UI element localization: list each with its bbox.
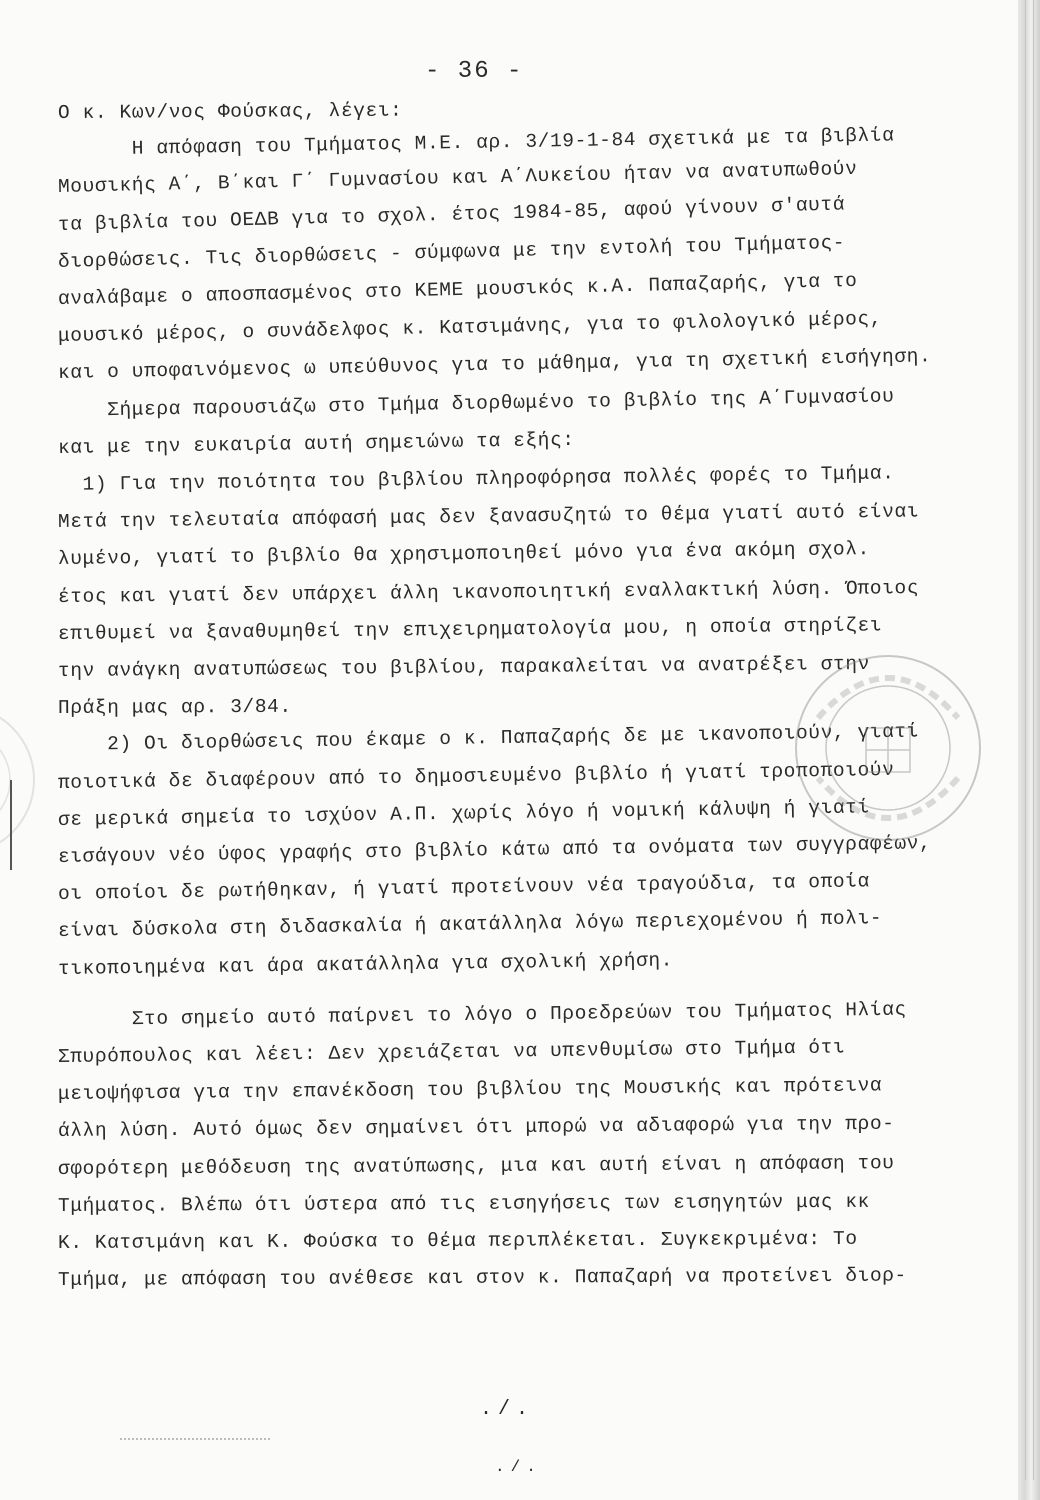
text-line: εισάγουν νέο ύφος γραφής στο βιβλίο κάτω από τα ονόματα των συγγραφέων, [57,832,932,868]
text-line: άλλη λύση. Αυτό όμως δεν σημαίνει ότι μπορώ να αδιαφορώ για την προ- [57,1113,895,1143]
text-line: την ανάγκη ανατυπώσεως του βιβλίου, παρακαλείται να ανατρέξει στην [57,652,871,682]
text-line: τα βιβλία του ΟΕΔΒ για το σχολ. έτος 1984-85, αφού γίνουν σ'αυτά [57,192,846,236]
text-line: μουσικό μέρος, ο συνάδελφος κ. Κατσιμάνης, για το φιλολογικό μέρος, [57,307,883,348]
text-line: Τμήμα, με απόφαση του ανέθεσε και στον κ. Παπαζαρή να προτείνει διορ- [57,1264,907,1292]
text-line: και με την ευκαιρία αυτή σημειώνω τα εξής: [57,428,575,459]
faded-seal-icon [0,700,40,860]
bleed-through-text [120,1438,270,1448]
text-line: σε μερικά σημεία το ισχύον Α.Π. χωρίς λόγο ή νομική κάλυψη ή γιατί [57,796,871,831]
text-line: μειοψήφισα για την επανέκδοση του βιβλίου της Μουσικής και πρότεινα [57,1074,883,1106]
text-line: Στο σημείο αυτό παίρνει το λόγο ο Προεδρεύων του Τμήματος Ηλίας [57,998,907,1031]
text-line: Πράξη μας αρ. 3/84. [57,695,292,720]
text-line: αναλάβαμε ο αποσπασμένος στο ΚΕΜΕ μουσικός κ.Α. Παπαζαρής, για το [57,269,858,310]
text-line: οι οποίοι δε ρωτήθηκαν, ή γιατί προτείνουν νέα τραγούδια, τα οποία [57,870,871,906]
text-line: 2) Οι διορθώσεις που έκαμε ο κ. Παπαζαρής δε με ικανοποιούν, γιατί [57,720,920,757]
text-line: Μουσικής Α΄, Β΄και Γ΄ Γυμνασίου και Α΄Λυκείου ήταν να ανατυπωθούν [57,158,858,199]
text-line: 1) Για την ποιότητα του βιβλίου πληροφόρησα πολλές φορές το Τμήμα. [57,462,895,496]
page-number: - 36 - [425,58,524,85]
page-edge-line [1033,0,1034,1480]
text-line: σφορότερη μεθόδευση της ανατύπωσης, μια και αυτή είναι η απόφαση του [57,1151,895,1180]
text-line: λυμένο, γιατί το βιβλίο θα χρησιμοποιηθεί μόνο για ένα ακόμη σχολ. [57,538,871,571]
text-line: τικοποιημένα και άρα ακατάλληλα για σχολική χρήση. [57,949,674,980]
text-line: έτος και γιατί δεν υπάρχει άλλη ικανοποιητική εναλλακτική λύση. Όποιος [57,576,920,608]
official-seal-icon [788,648,988,848]
text-line: Σπυρόπουλος και λέει: Δεν χρειάζεται να υπενθυμίσω στο Τμήμα ότι [57,1036,846,1068]
text-line: Τμήματος. Βλέπω ότι ύστερα από τις εισηγήσεις των εισηγητών μας κκ [57,1190,870,1217]
text-line: επιθυμεί να ξαναθυμηθεί την επιχειρηματολογία μου, η οποία στηρίζει [57,614,883,645]
page-edge [1018,0,1040,1500]
text-line: ποιοτικά δε διαφέρουν από το δημοσιευμένο βιβλίο ή γιατί τροποποιούν [57,758,895,794]
text-line: Σήμερα παρουσιάζω στο Τμήμα διορθωμένο το βιβλίο της Α΄Γυμνασίου [57,384,895,422]
margin-mark [10,780,12,870]
text-line: Ο κ. Κων/νος Φούσκας, λέγει: [57,99,403,124]
text-line: είναι δύσκολα στη διδασκαλία ή ακατάλληλα λόγω περιεχομένου ή πολι- [57,907,883,943]
continuation-mark: ./. [480,1398,535,1421]
text-line: διορθώσεις. Τις διορθώσεις - σύμφωνα με την εντολή του Τμήματος- [57,231,846,273]
page-edge-line [1025,0,1026,1480]
continuation-mark-lower: ./. [495,1458,542,1476]
text-line: και ο υποφαινόμενος ω υπεύθυνος για το μάθημα, για τη σχετική εισήγηση. [57,345,932,385]
text-line: Η απόφαση του Τμήματος Μ.Ε. αρ. 3/19-1-84 σχετικά με τα βιβλία [57,124,895,162]
text-line: Μετά την τελευταία απόφασή μας δεν ξανασυζητώ το θέμα γιατί αυτό είναι [57,500,920,534]
text-line: Κ. Κατσιμάνη και Κ. Φούσκα το θέμα περιπλέκεται. Συγκεκριμένα: Το [57,1227,858,1254]
